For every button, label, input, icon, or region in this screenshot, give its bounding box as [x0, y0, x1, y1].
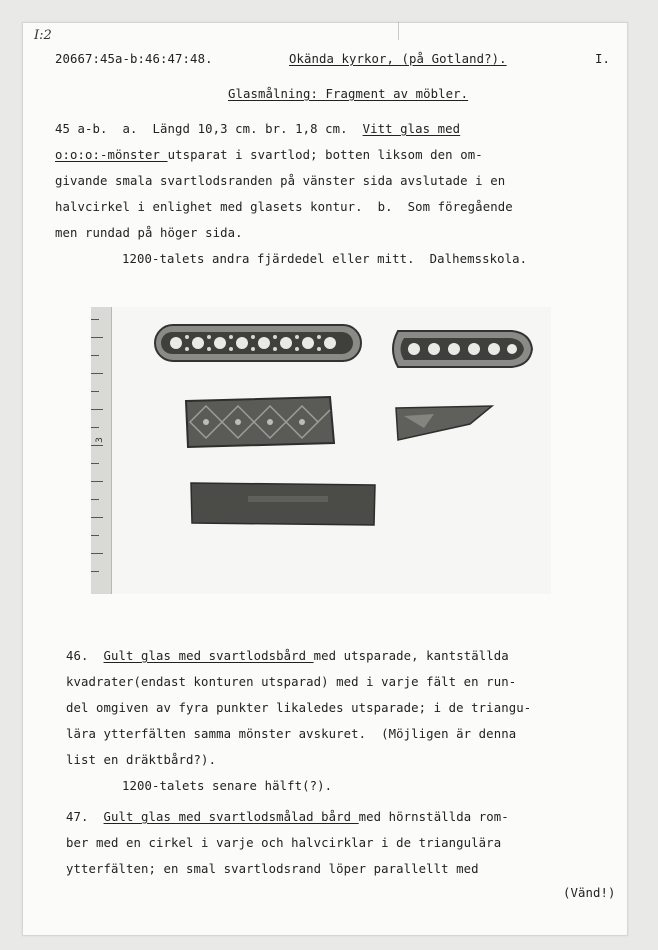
- entry45-pattern: o:o:o:-mönster: [55, 148, 168, 162]
- entry45-dimensions: 45 a-b. a. Längd 10,3 cm. br. 1,8 cm.: [55, 122, 363, 136]
- entry46-line3: del omgiven av fyra punkter likaledes utsparade; i de triangu-: [66, 701, 532, 715]
- corner-mark: I:2: [34, 28, 52, 43]
- volume-number: I.: [595, 52, 611, 66]
- entry47-line1: [66, 810, 509, 824]
- fragment-47: [394, 402, 496, 444]
- entry45-dating: 1200-talets andra fjärdedel eller mitt. Dalhemsskola.: [122, 252, 528, 266]
- fragment-45b: [384, 327, 536, 371]
- scale-ruler: [91, 307, 112, 594]
- entry46-material: Gult glas med svartlodsbård: [103, 649, 314, 663]
- crease-mark: [398, 22, 399, 40]
- entry46-dating: 1200-talets senare hälft(?).: [122, 779, 333, 793]
- entry47-number: 47.: [66, 810, 104, 824]
- entry45-line5: men rundad på höger sida.: [55, 226, 243, 240]
- entry46-line1-text: med utsparade, kantställda: [313, 649, 509, 663]
- location-title: Okända kyrkor, (på Gotland?).: [289, 52, 507, 66]
- entry47-line1-text: med hörnställda rom-: [358, 810, 509, 824]
- entry47-material: Gult glas med svartlodsmålad bård: [103, 810, 359, 824]
- fragment-48: [188, 479, 378, 529]
- subject-heading: Glasmålning: Fragment av möbler.: [228, 87, 469, 101]
- entry47-line2: ber med en cirkel i varje och halvcirklar i de triangulära: [66, 836, 502, 850]
- entry45-material: Vitt glas med: [362, 122, 461, 136]
- entry47-line3: ytterfälten; en smal svartlodsrand löper parallellt med: [66, 862, 479, 876]
- entry45-line2-text: utsparat i svartlod; botten liksom den om-: [167, 148, 483, 162]
- entry45-line3: givande smala svartlodsranden på vänster sida avslutade i en: [55, 174, 506, 188]
- catalog-number: 20667:45a-b:46:47:48.: [55, 52, 213, 66]
- entry45-line4: halvcirkel i enlighet med glasets kontur. b. Som föregående: [55, 200, 513, 214]
- fragment-46: [182, 395, 336, 449]
- entry46-line5: list en dräktbård?).: [66, 753, 217, 767]
- entry45-line1: [55, 122, 460, 136]
- entry46-line1: [66, 649, 509, 663]
- entry45-line2: [55, 148, 483, 162]
- entry46-number: 46.: [66, 649, 104, 663]
- entry46-line2: kvadrater(endast konturen utsparad) med i varje fält en run-: [66, 675, 517, 689]
- entry46-line4: lära ytterfälten samma mönster avskuret. (Möjligen är denna: [66, 727, 517, 741]
- ruler-label: 3: [94, 437, 105, 443]
- turn-page-note: (Vänd!): [563, 886, 616, 900]
- fragment-45a: [152, 321, 364, 365]
